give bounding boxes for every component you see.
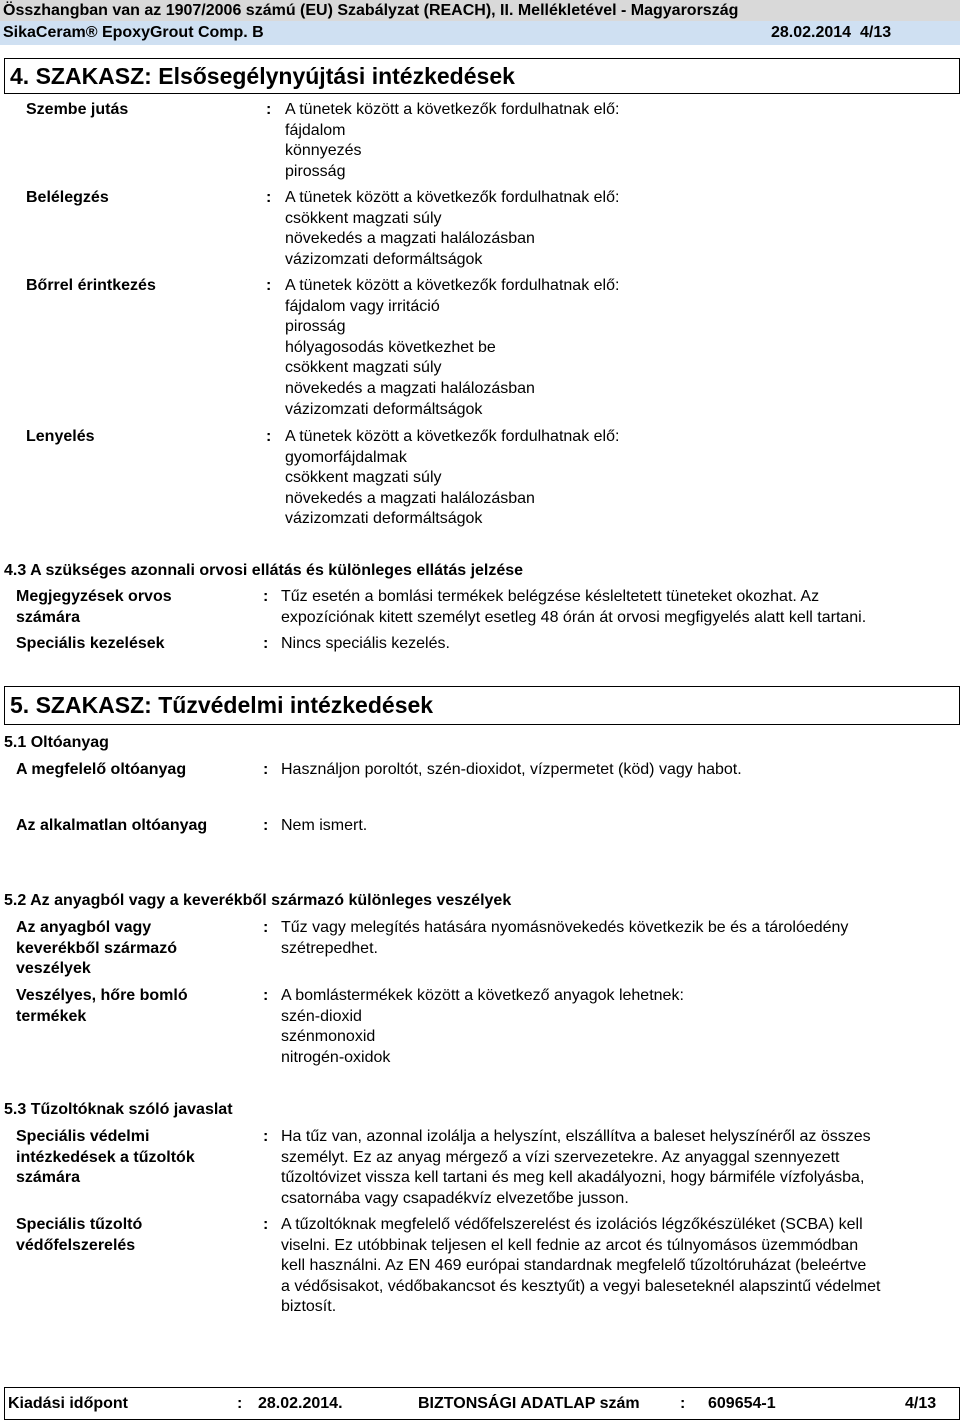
header-date: 28.02.2014 <box>771 24 852 41</box>
row-label <box>16 1127 195 1189</box>
value-line: fájdalom <box>285 121 346 139</box>
value-line: A tünetek között a következők fordulhatnak elő: <box>285 277 620 294</box>
row-value <box>281 760 742 781</box>
value-line: Tűz esetén a bomlási termékek belégzése késleltetett tüneteket okozhat. Az <box>281 588 820 605</box>
value-line: gyomorfájdalmak <box>285 448 407 466</box>
row-colon: : <box>263 588 269 605</box>
label-line: veszélyek <box>16 960 91 978</box>
value-line: A tünetek között a következők fordulhatnak elő: <box>285 428 620 445</box>
value-line: növekedés a magzati halálozásban <box>285 379 535 397</box>
value-line: nitrogén-oxidok <box>281 1048 391 1066</box>
row-value <box>281 1215 880 1318</box>
value-line: kell használni. Az EN 469 európai standardnak megfelelő tűzoltóruházat (beleértve <box>281 1257 867 1275</box>
value-line: könnyezés <box>285 142 362 160</box>
label-line: keverékből származó <box>16 939 177 957</box>
value-line: fájdalom vagy irritáció <box>285 297 440 315</box>
value-line: Nincs speciális kezelés. <box>281 635 450 652</box>
sub51-title: 5.1 Oltóanyag <box>4 734 109 751</box>
row-colon: : <box>263 1128 269 1145</box>
row-label <box>16 634 165 655</box>
row-label <box>16 918 177 980</box>
value-line: biztosít. <box>281 1298 337 1316</box>
value-line: Nem ismert. <box>281 817 368 834</box>
label-line: Az anyagból vagy <box>16 919 152 936</box>
row-colon: : <box>266 428 272 445</box>
row-colon: : <box>263 1216 269 1233</box>
row-value <box>285 427 619 530</box>
label-line: termékek <box>16 1007 87 1025</box>
label-line: Speciális tűzoltó <box>16 1216 143 1233</box>
label-line: számára <box>16 1169 81 1187</box>
product-bar <box>0 21 960 45</box>
product-name: SikaCeram® EpoxyGrout Comp. B <box>3 24 264 41</box>
label-line: Veszélyes, hőre bomló <box>16 987 188 1004</box>
row-colon: : <box>263 817 269 834</box>
row-value <box>285 188 619 270</box>
label-line: Speciális kezelések <box>16 635 165 652</box>
value-line: szénmonoxid <box>281 1028 376 1046</box>
label-line: védőfelszerelés <box>16 1236 136 1254</box>
value-line: szétrepedhet. <box>281 939 378 957</box>
row-value <box>281 1127 871 1209</box>
label-line: A megfelelő oltóanyag <box>16 761 187 778</box>
label-line: számára <box>16 608 81 626</box>
value-line: A tünetek között a következők fordulhatnak elő: <box>285 101 620 118</box>
row-colon: : <box>266 101 272 118</box>
footer-colon: : <box>680 1395 686 1412</box>
label-line: intézkedések a tűzoltók <box>16 1148 195 1166</box>
section5-title: 5. SZAKASZ: Tűzvédelmi intézkedések <box>4 686 960 725</box>
value-line: szén-dioxid <box>281 1007 362 1025</box>
value-line: vázizomzati deformáltságok <box>285 250 483 268</box>
footer-issue-label: Kiadási időpont <box>8 1395 128 1412</box>
row-label: Szembe jutás <box>26 101 129 118</box>
value-line: Ha tűz van, azonnal izolálja a helyszínt, elszállítva a baleset helyszínéről az összes <box>281 1128 871 1145</box>
row-colon: : <box>263 919 269 936</box>
row-colon: : <box>263 761 269 778</box>
footer-sds-number: 609654-1 <box>708 1395 776 1412</box>
footer-page: 4/13 <box>905 1395 937 1412</box>
row-value <box>285 100 619 182</box>
value-line: vázizomzati deformáltságok <box>285 400 483 418</box>
value-line: A tűzoltóknak megfelelő védőfelszerelést és izolációs légzőkészüléket (SCBA) kell <box>281 1216 863 1233</box>
row-label <box>16 760 186 781</box>
value-line: hólyagosodás következhet be <box>285 338 496 356</box>
row-value <box>281 986 684 1068</box>
value-line: Tűz vagy melegítés hatására nyomásnövekedés következik be és a tárolóedény <box>281 919 849 936</box>
value-line: csökkent magzati súly <box>285 469 442 487</box>
footer-issue-date: 28.02.2014. <box>258 1395 343 1412</box>
row-label: Bőrrel érintkezés <box>26 277 156 294</box>
sub52-title: 5.2 Az anyagból vagy a keverékből származó különleges veszélyek <box>4 892 512 909</box>
value-line: tűzoltóvizet vissza kell tartani és meg kell akadályozni, hogy bármiféle vízfolyásba, <box>281 1169 865 1187</box>
value-line: pirosság <box>285 162 346 180</box>
value-line: A tünetek között a következők fordulhatnak elő: <box>285 189 620 206</box>
value-line: a védősisakot, védőbakancsot és kesztyűt) a vegyi baleseteknél alapszintű védelmet <box>281 1277 881 1295</box>
value-line: csatornába vagy csapadékvíz elvezetőbe jusson. <box>281 1189 629 1207</box>
value-line: növekedés a magzati halálozásban <box>285 489 535 507</box>
footer-colon: : <box>237 1395 243 1412</box>
row-label <box>16 816 207 837</box>
label-line: Megjegyzések orvos <box>16 588 172 605</box>
row-colon: : <box>263 635 269 652</box>
value-line: csökkent magzati súly <box>285 209 442 227</box>
section4-title: 4. SZAKASZ: Elsősegélynyújtási intézkedések <box>4 58 960 94</box>
row-value <box>281 587 866 628</box>
sub43-title: 4.3 A szükséges azonnali orvosi ellátás és különleges ellátás jelzése <box>4 562 524 579</box>
value-line: viselni. Ez utóbbinak teljesen el kell fednie az arcot és túlnyomásos üzemmódban <box>281 1236 859 1254</box>
value-line: Használjon poroltót, szén-dioxidot, vízpermetet (köd) vagy habot. <box>281 761 742 778</box>
value-line: növekedés a magzati halálozásban <box>285 230 535 248</box>
row-colon: : <box>263 987 269 1004</box>
row-value <box>281 816 367 837</box>
row-label <box>16 1215 142 1256</box>
row-value <box>281 918 848 959</box>
value-line: expozíciónak kitett személyt esetleg 48 órán át orvosi megfigyelés alatt kell tartani. <box>281 608 867 626</box>
label-line: Speciális védelmi <box>16 1128 150 1145</box>
row-value <box>281 634 450 655</box>
row-value <box>285 276 619 420</box>
value-line: személyt. Ez az anyag mérgező a vízi szervezetekre. Az anyaggal szennyezett <box>281 1148 840 1166</box>
row-colon: : <box>266 277 272 294</box>
header-date-page <box>771 21 891 45</box>
row-label <box>16 986 188 1027</box>
row-label: Belélegzés <box>26 189 109 206</box>
value-line: csökkent magzati súly <box>285 359 442 377</box>
footer-sds-label: BIZTONSÁGI ADATLAP szám <box>418 1395 640 1412</box>
footer <box>4 1387 960 1420</box>
value-line: pirosság <box>285 318 346 336</box>
row-label <box>16 587 172 628</box>
sub53-title: 5.3 Tűzoltóknak szóló javaslat <box>4 1101 233 1118</box>
row-label: Lenyelés <box>26 428 95 445</box>
label-line: Az alkalmatlan oltóanyag <box>16 817 208 834</box>
row-colon: : <box>266 189 272 206</box>
regulation-header: Összhangban van az 1907/2006 számú (EU) Szabályzat (REACH), II. Mellékletével - Magyarország <box>0 0 960 21</box>
header-page: 4/13 <box>859 24 892 41</box>
value-line: vázizomzati deformáltságok <box>285 510 483 528</box>
value-line: A bomlástermékek között a következő anyagok lehetnek: <box>281 987 684 1004</box>
